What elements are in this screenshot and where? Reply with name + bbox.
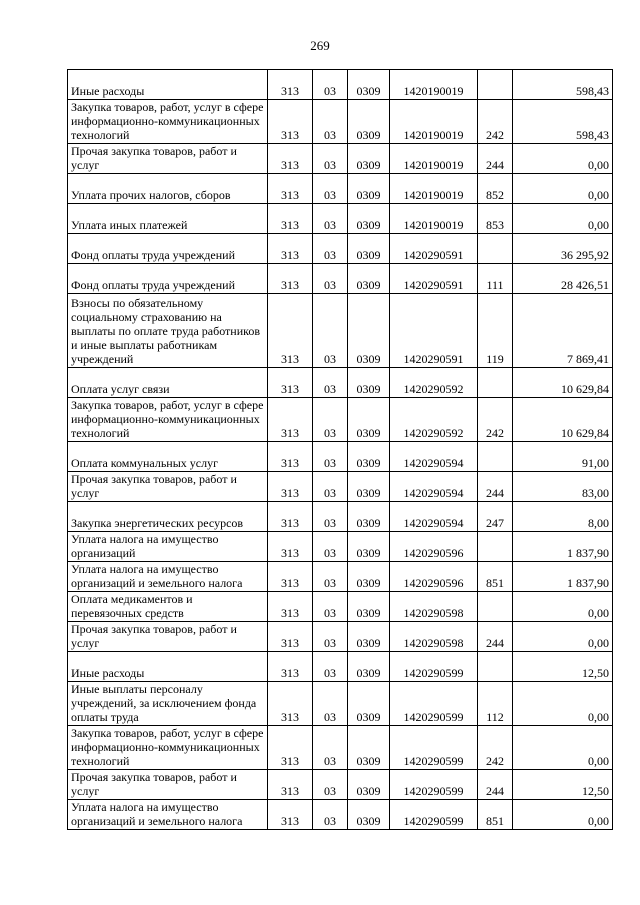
- subsection-code-cell: 0309: [348, 294, 390, 368]
- subsection-code-cell: 0309: [348, 368, 390, 398]
- amount-cell: 36 295,92: [513, 234, 613, 264]
- section-code-cell: 03: [313, 234, 348, 264]
- admin-code-cell: 313: [268, 294, 313, 368]
- table-row: [68, 652, 613, 682]
- section-code-cell: 03: [313, 770, 348, 800]
- amount-cell: 598,43: [513, 100, 613, 144]
- target-article-cell: 1420290599: [390, 652, 478, 682]
- table-row: [68, 442, 613, 472]
- target-article-cell: 1420190019: [390, 204, 478, 234]
- expense-type-cell: [478, 442, 513, 472]
- table-row: [68, 472, 613, 502]
- amount-cell: 0,00: [513, 726, 613, 770]
- amount-cell: 0,00: [513, 592, 613, 622]
- expense-name-cell: Закупка товаров, работ, услуг в сфере информационно-коммуникационных технологий: [68, 726, 268, 770]
- table-row: [68, 294, 613, 368]
- subsection-code-cell: 0309: [348, 442, 390, 472]
- admin-code-cell: 313: [268, 442, 313, 472]
- subsection-code-cell: 0309: [348, 234, 390, 264]
- expense-name-cell: Иные выплаты персоналу учреждений, за исключением фонда оплаты труда: [68, 682, 268, 726]
- subsection-code-cell: 0309: [348, 622, 390, 652]
- amount-cell: 28 426,51: [513, 264, 613, 294]
- subsection-code-cell: 0309: [348, 770, 390, 800]
- admin-code-cell: 313: [268, 264, 313, 294]
- admin-code-cell: 313: [268, 144, 313, 174]
- target-article-cell: 1420290592: [390, 398, 478, 442]
- subsection-code-cell: 0309: [348, 726, 390, 770]
- expense-name-cell: Уплата налога на имущество организаций и земельного налога: [68, 562, 268, 592]
- amount-cell: 83,00: [513, 472, 613, 502]
- target-article-cell: 1420290596: [390, 532, 478, 562]
- subsection-code-cell: 0309: [348, 532, 390, 562]
- admin-code-cell: 313: [268, 234, 313, 264]
- amount-cell: 1 837,90: [513, 532, 613, 562]
- table-row: [68, 144, 613, 174]
- expense-type-cell: 111: [478, 264, 513, 294]
- subsection-code-cell: 0309: [348, 264, 390, 294]
- table-row: [68, 204, 613, 234]
- admin-code-cell: 313: [268, 562, 313, 592]
- expense-name-cell: Уплата налога на имущество организаций и земельного налога: [68, 800, 268, 830]
- expense-name-cell: Прочая закупка товаров, работ и услуг: [68, 472, 268, 502]
- expense-name-cell: Прочая закупка товаров, работ и услуг: [68, 622, 268, 652]
- admin-code-cell: 313: [268, 532, 313, 562]
- expense-type-cell: [478, 234, 513, 264]
- budget-table: [67, 69, 613, 830]
- expense-name-cell: Уплата налога на имущество организаций: [68, 532, 268, 562]
- table-row: [68, 622, 613, 652]
- target-article-cell: 1420190019: [390, 144, 478, 174]
- section-code-cell: 03: [313, 204, 348, 234]
- amount-cell: 8,00: [513, 502, 613, 532]
- subsection-code-cell: 0309: [348, 398, 390, 442]
- expense-name-cell: Иные расходы: [68, 652, 268, 682]
- section-code-cell: 03: [313, 502, 348, 532]
- table-row: [68, 398, 613, 442]
- expense-type-cell: 242: [478, 100, 513, 144]
- target-article-cell: 1420290592: [390, 368, 478, 398]
- admin-code-cell: 313: [268, 682, 313, 726]
- expense-name-cell: Прочая закупка товаров, работ и услуг: [68, 770, 268, 800]
- amount-cell: 0,00: [513, 682, 613, 726]
- target-article-cell: 1420290598: [390, 622, 478, 652]
- expense-type-cell: [478, 368, 513, 398]
- table-row: [68, 174, 613, 204]
- admin-code-cell: 313: [268, 100, 313, 144]
- expense-type-cell: 244: [478, 622, 513, 652]
- expense-name-cell: Уплата иных платежей: [68, 204, 268, 234]
- table-row: [68, 502, 613, 532]
- table-row: [68, 100, 613, 144]
- amount-cell: 0,00: [513, 174, 613, 204]
- section-code-cell: 03: [313, 472, 348, 502]
- amount-cell: 0,00: [513, 622, 613, 652]
- expense-type-cell: [478, 652, 513, 682]
- expense-type-cell: 242: [478, 726, 513, 770]
- table-row: [68, 70, 613, 100]
- expense-type-cell: 112: [478, 682, 513, 726]
- table-row: [68, 264, 613, 294]
- admin-code-cell: 313: [268, 70, 313, 100]
- section-code-cell: 03: [313, 70, 348, 100]
- section-code-cell: 03: [313, 144, 348, 174]
- expense-type-cell: 242: [478, 398, 513, 442]
- amount-cell: 12,50: [513, 652, 613, 682]
- expense-name-cell: Закупка товаров, работ, услуг в сфере информационно-коммуникационных технологий: [68, 398, 268, 442]
- section-code-cell: 03: [313, 442, 348, 472]
- subsection-code-cell: 0309: [348, 652, 390, 682]
- amount-cell: 0,00: [513, 144, 613, 174]
- expense-type-cell: 851: [478, 800, 513, 830]
- expense-name-cell: Оплата услуг связи: [68, 368, 268, 398]
- admin-code-cell: 313: [268, 204, 313, 234]
- table-row: [68, 726, 613, 770]
- admin-code-cell: 313: [268, 174, 313, 204]
- subsection-code-cell: 0309: [348, 100, 390, 144]
- target-article-cell: 1420290591: [390, 234, 478, 264]
- section-code-cell: 03: [313, 368, 348, 398]
- admin-code-cell: 313: [268, 368, 313, 398]
- section-code-cell: 03: [313, 174, 348, 204]
- target-article-cell: 1420290599: [390, 770, 478, 800]
- expense-type-cell: [478, 70, 513, 100]
- amount-cell: 91,00: [513, 442, 613, 472]
- table-row: [68, 532, 613, 562]
- subsection-code-cell: 0309: [348, 592, 390, 622]
- target-article-cell: 1420290594: [390, 442, 478, 472]
- amount-cell: 10 629,84: [513, 368, 613, 398]
- admin-code-cell: 313: [268, 398, 313, 442]
- amount-cell: 0,00: [513, 800, 613, 830]
- amount-cell: 598,43: [513, 70, 613, 100]
- section-code-cell: 03: [313, 652, 348, 682]
- subsection-code-cell: 0309: [348, 682, 390, 726]
- target-article-cell: 1420290594: [390, 472, 478, 502]
- section-code-cell: 03: [313, 726, 348, 770]
- subsection-code-cell: 0309: [348, 70, 390, 100]
- amount-cell: 7 869,41: [513, 294, 613, 368]
- admin-code-cell: 313: [268, 800, 313, 830]
- section-code-cell: 03: [313, 264, 348, 294]
- expense-name-cell: Прочая закупка товаров, работ и услуг: [68, 144, 268, 174]
- section-code-cell: 03: [313, 682, 348, 726]
- subsection-code-cell: 0309: [348, 562, 390, 592]
- target-article-cell: 1420190019: [390, 70, 478, 100]
- amount-cell: 12,50: [513, 770, 613, 800]
- expense-type-cell: 852: [478, 174, 513, 204]
- table-row: [68, 770, 613, 800]
- section-code-cell: 03: [313, 562, 348, 592]
- subsection-code-cell: 0309: [348, 204, 390, 234]
- section-code-cell: 03: [313, 532, 348, 562]
- table-row: [68, 682, 613, 726]
- expense-name-cell: Иные расходы: [68, 70, 268, 100]
- target-article-cell: 1420290599: [390, 726, 478, 770]
- expense-name-cell: Закупка энергетических ресурсов: [68, 502, 268, 532]
- subsection-code-cell: 0309: [348, 472, 390, 502]
- admin-code-cell: 313: [268, 472, 313, 502]
- expense-type-cell: 244: [478, 144, 513, 174]
- admin-code-cell: 313: [268, 726, 313, 770]
- section-code-cell: 03: [313, 800, 348, 830]
- table-row: [68, 592, 613, 622]
- amount-cell: 1 837,90: [513, 562, 613, 592]
- subsection-code-cell: 0309: [348, 800, 390, 830]
- target-article-cell: 1420290591: [390, 294, 478, 368]
- subsection-code-cell: 0309: [348, 174, 390, 204]
- expense-name-cell: Фонд оплаты труда учреждений: [68, 264, 268, 294]
- page-number: 269: [310, 38, 330, 53]
- amount-cell: 10 629,84: [513, 398, 613, 442]
- target-article-cell: 1420290594: [390, 502, 478, 532]
- table-row: [68, 234, 613, 264]
- admin-code-cell: 313: [268, 652, 313, 682]
- admin-code-cell: 313: [268, 622, 313, 652]
- amount-cell: 0,00: [513, 204, 613, 234]
- target-article-cell: 1420290598: [390, 592, 478, 622]
- section-code-cell: 03: [313, 100, 348, 144]
- table-row: [68, 800, 613, 830]
- target-article-cell: 1420290599: [390, 800, 478, 830]
- expense-name-cell: Закупка товаров, работ, услуг в сфере информационно-коммуникационных технологий: [68, 100, 268, 144]
- expense-type-cell: 853: [478, 204, 513, 234]
- expense-name-cell: Взносы по обязательному социальному страхованию на выплаты по оплате труда работников и иные выплаты работникам учреждений: [68, 294, 268, 368]
- table-row: [68, 368, 613, 398]
- section-code-cell: 03: [313, 622, 348, 652]
- expense-type-cell: 244: [478, 770, 513, 800]
- expense-type-cell: 247: [478, 502, 513, 532]
- expense-type-cell: 851: [478, 562, 513, 592]
- subsection-code-cell: 0309: [348, 502, 390, 532]
- section-code-cell: 03: [313, 398, 348, 442]
- admin-code-cell: 313: [268, 502, 313, 532]
- expense-type-cell: [478, 532, 513, 562]
- expense-name-cell: Оплата коммунальных услуг: [68, 442, 268, 472]
- expense-name-cell: Фонд оплаты труда учреждений: [68, 234, 268, 264]
- expense-name-cell: Оплата медикаментов и перевязочных средств: [68, 592, 268, 622]
- expense-type-cell: 119: [478, 294, 513, 368]
- expense-type-cell: 244: [478, 472, 513, 502]
- table-row: [68, 562, 613, 592]
- target-article-cell: 1420290591: [390, 264, 478, 294]
- target-article-cell: 1420190019: [390, 100, 478, 144]
- target-article-cell: 1420190019: [390, 174, 478, 204]
- target-article-cell: 1420290596: [390, 562, 478, 592]
- expense-name-cell: Уплата прочих налогов, сборов: [68, 174, 268, 204]
- admin-code-cell: 313: [268, 770, 313, 800]
- target-article-cell: 1420290599: [390, 682, 478, 726]
- subsection-code-cell: 0309: [348, 144, 390, 174]
- expense-type-cell: [478, 592, 513, 622]
- section-code-cell: 03: [313, 592, 348, 622]
- admin-code-cell: 313: [268, 592, 313, 622]
- section-code-cell: 03: [313, 294, 348, 368]
